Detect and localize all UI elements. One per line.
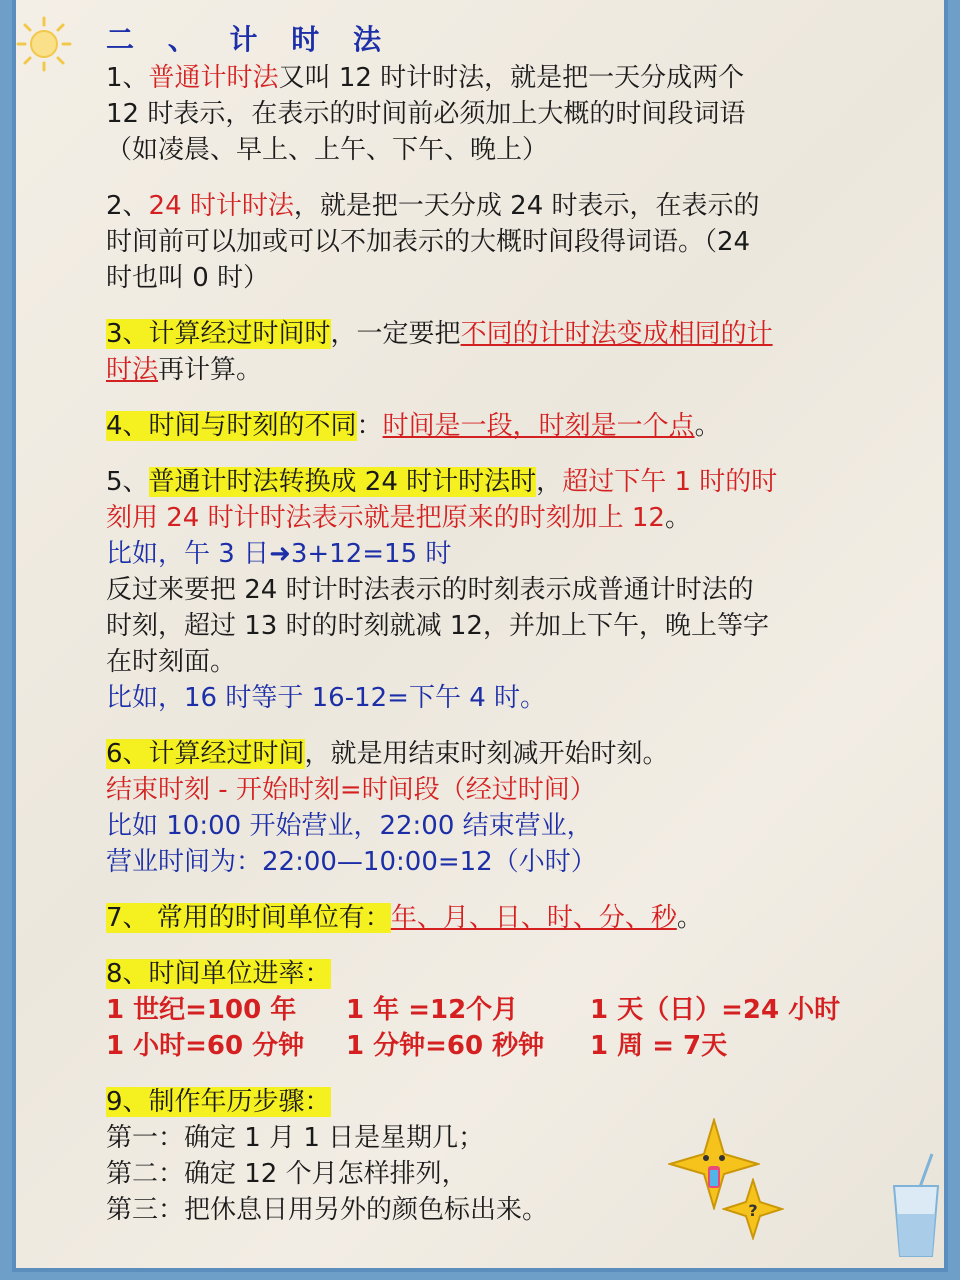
unit-rate-hour: 1 小时=60 分钟	[106, 1031, 305, 1061]
item-5-line-5: 时刻，超过 13 时的时刻就减 12，并加上下午，晚上等字	[106, 611, 769, 641]
item-2-number: 2、	[106, 191, 149, 221]
item-3-highlight: 3、计算经过时间时	[106, 319, 331, 349]
item-5-example-2: 比如，16 时等于 16-12=下午 4 时。	[106, 683, 547, 713]
item-1-line-2: 12 时表示，在表示的时间前必须加上大概的时间段词语	[106, 99, 746, 129]
item-1-number: 1、	[106, 63, 149, 93]
item-7-highlight: 7、 常用的时间单位有：	[106, 903, 391, 933]
item-6-example-2: 营业时间为：22:00—10:00=12（小时）	[106, 847, 597, 877]
item-2-line-3: 时也叫 0 时）	[106, 263, 270, 293]
item-4-colon: ：	[356, 411, 383, 441]
unit-rate-century: 1 世纪=100 年	[106, 995, 297, 1025]
cup-icon	[888, 1150, 944, 1260]
unit-rate-year: 1 年 =12个月	[346, 995, 519, 1025]
item-7-line-1	[106, 900, 866, 936]
unit-rates-row-2	[106, 1028, 866, 1064]
item-5-highlight: 普通计时法转换成 24 时计时法时	[148, 467, 537, 497]
section-title: 二 、 计 时 法	[106, 23, 393, 56]
item-5-number: 5、	[106, 467, 149, 497]
item-2-line-1	[106, 188, 866, 224]
unit-rate-day: 1 天（日）=24 小时	[590, 995, 841, 1025]
item-4-highlight: 4、时间与时刻的不同	[106, 411, 357, 441]
item-3-line-1	[106, 316, 866, 352]
item-1-keyword: 普通计时法	[148, 63, 279, 93]
item-7-period: 。	[676, 903, 703, 933]
item-9-step-2: 第二：确定 12 个月怎样排列，	[106, 1159, 468, 1189]
item-2-line-2: 时间前可以加或可以不加表示的大概时间段得词语。（24	[106, 227, 751, 257]
item-6-formula: 结束时刻 - 开始时刻=时间段（经过时间）	[106, 775, 596, 805]
item-9-heading	[106, 1084, 866, 1120]
unit-rate-minute: 1 分钟=60 秒钟	[346, 1031, 545, 1061]
item-1-text: 又叫 12 时计时法，就是把一天分成两个	[278, 63, 745, 93]
item-5-example-1: 比如，午 3 日➜3+12=15 时	[106, 539, 452, 569]
item-3-key-phrase: 不同的计时法变成相同的计	[460, 319, 773, 349]
item-8-heading	[106, 956, 866, 992]
item-2-keyword: 24 时计时法	[148, 191, 294, 221]
star-icon	[722, 1178, 784, 1240]
item-2-text: ，就是把一天分成 24 时表示，在表示的	[293, 191, 760, 221]
item-5-rule-cont: 刻用 24 时计时法表示就是把原来的时刻加上 12	[106, 503, 665, 533]
item-6-example-1: 比如 10:00 开始营业，22:00 结束营业，	[106, 811, 593, 841]
item-5-rule: 超过下午 1 时的时	[562, 467, 778, 497]
item-6-line-1	[106, 736, 866, 772]
item-5-comma: ，	[536, 467, 563, 497]
item-7-units: 年、月、日、时、分、秒	[390, 903, 677, 933]
unit-rates-row-1	[106, 992, 866, 1028]
svg-text:?: ?	[748, 1201, 758, 1220]
item-6-highlight: 6、计算经过时间	[106, 739, 305, 769]
unit-rate-week: 1 周 = 7天	[590, 1031, 728, 1061]
item-3-key-phrase-end: 时法	[106, 355, 159, 385]
item-1-line-3: （如凌晨、早上、上午、下午、晚上）	[106, 135, 549, 165]
item-8-highlight: 8、时间单位进率：	[106, 959, 331, 989]
item-9-step-1: 第一：确定 1 月 1 日是星期几；	[106, 1123, 485, 1153]
item-9-highlight: 9、制作年历步骤：	[106, 1087, 331, 1117]
item-5-line-2	[106, 500, 866, 536]
item-9-step-3: 第三：把休息日用另外的颜色标出来。	[106, 1195, 549, 1225]
item-1-line-1	[106, 60, 866, 96]
item-4-key-phrase: 时间是一段，时刻是一个点	[382, 411, 695, 441]
item-4-line-1	[106, 408, 866, 444]
item-5-period: 。	[664, 503, 691, 533]
item-3-text: ，一定要把	[330, 319, 461, 349]
item-4-period: 。	[694, 411, 721, 441]
item-5-line-4: 反过来要把 24 时计时法表示的时刻表示成普通计时法的	[106, 575, 754, 605]
item-3-line-2	[106, 352, 866, 388]
item-6-text: ，就是用结束时刻减开始时刻。	[304, 739, 669, 769]
item-3-text-end: 再计算。	[158, 355, 263, 385]
notes-content	[106, 22, 866, 1228]
sun-icon	[16, 16, 72, 72]
item-5-line-1	[106, 464, 866, 500]
item-5-line-6: 在时刻面。	[106, 647, 237, 677]
